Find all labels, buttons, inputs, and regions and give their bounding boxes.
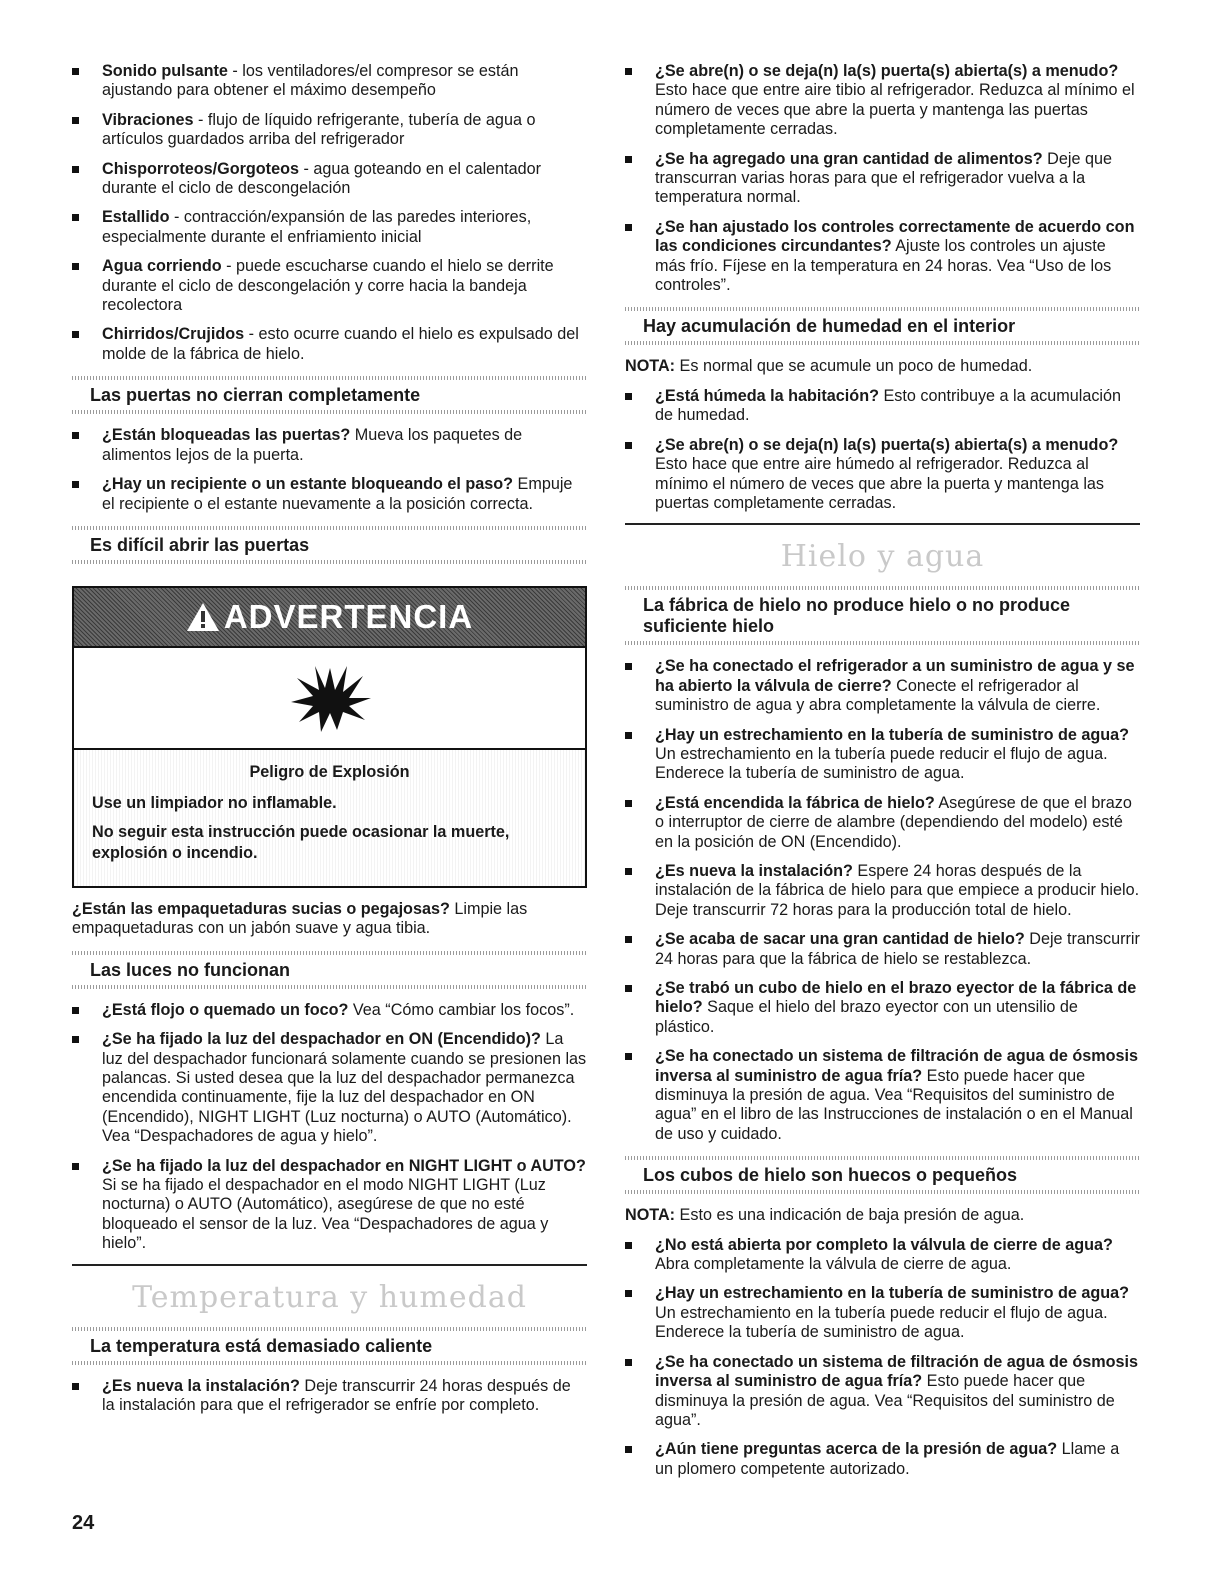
list-item: ¿Se ha fijado la luz del despachador en ON (Encendido)? La luz del despachador funcionará solamente cuando se presionen las palancas. Si usted desea que la luz del despachador permanezca encendida continuamente, fije la luz del despachador en ON (Encendido), NIGHT LIGHT (Luz nocturna) o AUTO (Automático). Vea “Despachadores de agua y hielo”.	[72, 1030, 587, 1146]
warning-triangle-icon	[186, 601, 220, 633]
list-item: ¿Hay un recipiente o un estante bloqueando el paso? Empuje el recipiente o el estante nuevamente a la posición correcta.	[72, 475, 587, 514]
warning-line: Use un limpiador no inflamable.	[92, 793, 337, 812]
left-column	[72, 62, 587, 1425]
list-item: ¿Se ha conectado el refrigerador a un suministro de agua y se ha abierto la válvula de cierre? Conecte el refrigerador al suministro de agua y abra completamente la válvula de cierre.	[625, 657, 1140, 715]
list-item: ¿Se ha agregado una gran cantidad de alimentos? Deje que transcurran varias horas para que el refrigerador vuelva a la temperatura normal.	[625, 150, 1140, 208]
right-column	[625, 62, 1140, 1489]
noises-list	[72, 62, 587, 364]
note: NOTA: Esto es una indicación de baja presión de agua.	[625, 1206, 1025, 1225]
list-item: Chisporroteos/Gorgoteos - agua goteando en el calentador durante el ciclo de descongelación	[72, 160, 587, 199]
list-item: ¿Se ha fijado la luz del despachador en NIGHT LIGHT o AUTO? Si se ha fijado el despachador en el modo NIGHT LIGHT (Luz nocturna) o AUTO (Automático), asegúrese de que no esté bloqueado el sensor de la luz. Vea “Despachadores de agua y hielo”.	[72, 1157, 587, 1254]
section-heading: Hay acumulación de humedad en el interior	[625, 307, 1140, 345]
list-item: ¿Están bloqueadas las puertas? Mueva los paquetes de alimentos lejos de la puerta.	[72, 426, 587, 465]
list-item: ¿Se trabó un cubo de hielo en el brazo eyector de la fábrica de hielo? Saque el hielo del brazo eyector con un utensilio de plástico.	[625, 979, 1140, 1037]
list-item: ¿Es nueva la instalación? Espere 24 horas después de la instalación de la fábrica de hielo para que empiece a producir hielo. Deje transcurrir 72 horas para la producción total de hielo.	[625, 862, 1140, 920]
list-item: ¿Hay un estrechamiento en la tubería de suministro de agua? Un estrechamiento en la tubería puede reducir el flujo de agua. Enderece la tubería de suministro de agua.	[625, 726, 1140, 784]
paragraph: ¿Están las empaquetaduras sucias o pegajosas? Limpie las empaquetaduras con un jabón suave y agua tibia.	[72, 899, 528, 938]
list-item: ¿Hay un estrechamiento en la tubería de suministro de agua? Un estrechamiento en la tubería puede reducir el flujo de agua. Enderece la tubería de suministro de agua.	[625, 1284, 1140, 1342]
hazard-label: Peligro de Explosión	[249, 762, 410, 781]
note: NOTA: Es normal que se acumule un poco de humedad.	[625, 357, 1033, 376]
section-heading: Las luces no funcionan	[72, 951, 587, 989]
section-heading: Las puertas no cierran completamente	[72, 376, 587, 414]
list-item: Agua corriendo - puede escucharse cuando el hielo se derrite durante el ciclo de descongelación y corre hacia la bandeja recolectora	[72, 257, 587, 315]
list-item: ¿Está flojo o quemado un foco? Vea “Cómo cambiar los focos”.	[72, 1001, 587, 1020]
list-item: ¿Se ha conectado un sistema de filtración de agua de ósmosis inversa al suministro de agua fría? Esto puede hacer que disminuya la presión de agua. Vea “Requisitos del suministro de agua” en el libro de las Instrucciones de instalación o en el Manual de uso y cuidado.	[625, 1047, 1140, 1144]
warm-list	[625, 62, 1140, 295]
list-item: Vibraciones - flujo de líquido refrigerante, tubería de agua o artículos guardados arriba del refrigerador	[72, 111, 587, 150]
lights-list	[72, 1001, 587, 1254]
list-item: ¿Está húmeda la habitación? Esto contribuye a la acumulación de humedad.	[625, 387, 1140, 426]
chapter-title: Hielo y agua	[625, 523, 1140, 574]
list-item: ¿Se acaba de sacar una gran cantidad de hielo? Deje transcurrir 24 horas para que la fábrica de hielo se restablezca.	[625, 930, 1140, 969]
list-item: ¿Se abre(n) o se deja(n) la(s) puerta(s) abierta(s) a menudo? Esto hace que entre aire húmedo al refrigerador. Reduzca al mínimo el número de veces que abre la puerta y mantenga las puertas completamente cerradas.	[625, 436, 1140, 514]
page-number: 24	[72, 1512, 95, 1534]
chapter-title: Temperatura y humedad	[72, 1264, 587, 1315]
list-item: Estallido - contracción/expansión de las paredes interiores, especialmente durante el enfriamiento inicial	[72, 208, 587, 247]
list-item: Sonido pulsante - los ventiladores/el compresor se están ajustando para obtener el máximo desempeño	[72, 62, 587, 101]
list-item: ¿Se han ajustado los controles correctamente de acuerdo con las condiciones circundantes? Ajuste los controles un ajuste más frío. Fíjese en la temperatura en 24 horas. Vea “Uso de los controles”.	[625, 218, 1140, 296]
warning-line: No seguir esta instrucción puede ocasionar la muerte, explosión o incendio.	[92, 822, 510, 862]
moisture-list	[625, 387, 1140, 513]
list-item: ¿Está encendida la fábrica de hielo? Asegúrese de que el brazo o interruptor de cierre de alambre (dependiendo del modelo) esté en la posición de ON (Encendido).	[625, 794, 1140, 852]
warning-box	[72, 586, 587, 888]
warning-header	[74, 588, 585, 646]
list-item: ¿Se abre(n) o se deja(n) la(s) puerta(s) abierta(s) a menudo? Esto hace que entre aire tibio al refrigerador. Reduzca al mínimo el número de veces que abre la puerta y mantenga las puertas completamente cerradas.	[625, 62, 1140, 140]
section-heading: La temperatura está demasiado caliente	[72, 1327, 587, 1365]
list-item: ¿No está abierta por completo la válvula de cierre de agua? Abra completamente la válvula de cierre de agua.	[625, 1236, 1140, 1275]
ice-maker-list	[625, 657, 1140, 1144]
section-heading: Los cubos de hielo son huecos o pequeños	[625, 1156, 1140, 1194]
doors-close-list	[72, 426, 587, 514]
list-item: ¿Aún tiene preguntas acerca de la presión de agua? Llame a un plomero competente autorizado.	[625, 1440, 1140, 1479]
explosion-icon	[285, 658, 375, 738]
warning-title: ADVERTENCIA	[223, 597, 474, 635]
cubes-list	[625, 1236, 1140, 1479]
too-warm-list	[72, 1377, 587, 1416]
section-heading: Es difícil abrir las puertas	[72, 526, 587, 564]
list-item: Chirridos/Crujidos - esto ocurre cuando el hielo es expulsado del molde de la fábrica de hielo.	[72, 325, 587, 364]
section-heading: La fábrica de hielo no produce hielo o no produce suficiente hielo	[625, 586, 1140, 645]
list-item: ¿Es nueva la instalación? Deje transcurrir 24 horas después de la instalación para que el refrigerador se enfríe por completo.	[72, 1377, 587, 1416]
list-item: ¿Se ha conectado un sistema de filtración de agua de ósmosis inversa al suministro de agua fría? Esto puede hacer que disminuya la presión de agua. Vea “Requisitos del suministro de agua”.	[625, 1353, 1140, 1431]
